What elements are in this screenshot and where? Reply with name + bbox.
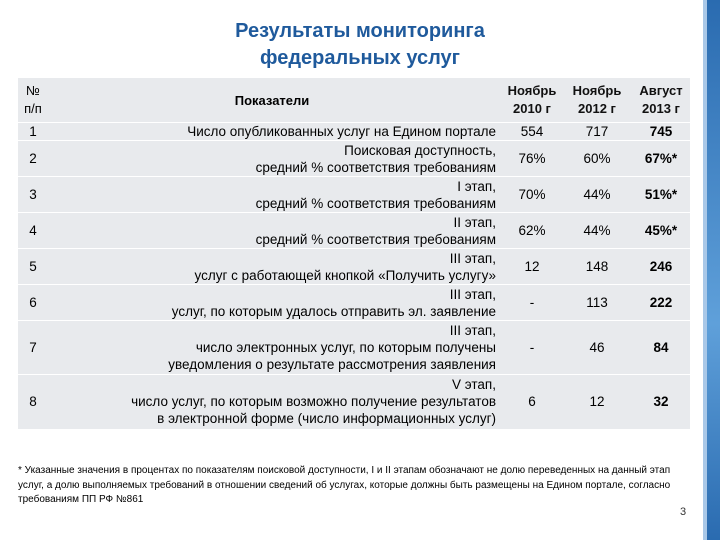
table-row — [18, 141, 690, 177]
row-indicator-line2: средний % соответствия требованиям — [255, 159, 496, 175]
page-title — [150, 18, 570, 72]
row-value-2013: 67%* — [632, 141, 690, 177]
row-indicator-line2: услуг с работающей кнопкой «Получить услугу» — [194, 267, 496, 283]
row-indicator — [48, 285, 502, 321]
row-indicator-line3: в электронной форме (число информационных услуг) — [157, 411, 496, 427]
table-row — [18, 249, 690, 285]
footnote: * Указанные значения в процентах по показателям поисковой доступности, I и II этапам обозначают не долю переведенных на данный этап услуг, а долю выполняемых требований в отношении сведений об услугах, которые должны быть размещены на Едином портале, согласно требованиям ПП РФ №861 — [18, 465, 671, 505]
row-num: 6 — [18, 285, 48, 321]
row-value-2013: 745 — [632, 123, 690, 141]
row-indicator — [48, 177, 502, 213]
row-indicator-line3: уведомления о результате рассмотрения заявления — [168, 357, 496, 372]
row-value-2010: 12 — [502, 249, 562, 285]
row-indicator — [48, 249, 502, 285]
table-row — [18, 177, 690, 213]
row-value-2012: 148 — [562, 249, 632, 285]
header-indicator: Показатели — [234, 92, 310, 108]
row-value-2010: 62% — [502, 213, 562, 249]
row-value-2010: - — [502, 321, 562, 375]
header-col-nov-2010 — [502, 78, 562, 123]
row-indicator-line1: Число опубликованных услуг на Едином портале — [187, 124, 496, 139]
row-num: 2 — [18, 141, 48, 177]
row-indicator-line1: I этап, — [457, 178, 496, 194]
title-line-2: федеральных услуг — [260, 47, 460, 69]
row-value-2010: - — [502, 285, 562, 321]
row-indicator-line2: услуг, по которым удалось отправить эл. заявление — [171, 303, 496, 319]
header-col2-line2: 2012 г — [578, 101, 616, 116]
row-value-2013: 45%* — [632, 213, 690, 249]
table-row — [18, 321, 690, 375]
row-num: 3 — [18, 177, 48, 213]
decorative-sidebar — [703, 0, 720, 540]
row-indicator-line1: II этап, — [453, 214, 496, 230]
row-value-2010: 70% — [502, 177, 562, 213]
row-value-2013: 222 — [632, 285, 690, 321]
row-value-2013: 51%* — [632, 177, 690, 213]
row-indicator-line2: средний % соответствия требованиям — [255, 231, 496, 247]
row-indicator-line1: Поисковая доступность, — [344, 142, 496, 158]
header-col-aug-2013 — [632, 78, 690, 123]
row-indicator — [48, 141, 502, 177]
title-line-1: Результаты мониторинга — [235, 20, 485, 42]
row-value-2012: 44% — [562, 177, 632, 213]
table-row — [18, 213, 690, 249]
row-num: 1 — [18, 123, 48, 141]
row-indicator-line1: III этап, — [449, 250, 496, 266]
row-value-2012: 113 — [562, 285, 632, 321]
row-value-2012: 717 — [562, 123, 632, 141]
header-col1-line1: Ноябрь — [507, 83, 557, 98]
row-indicator — [48, 375, 502, 429]
row-num: 5 — [18, 249, 48, 285]
row-indicator-line2: средний % соответствия требованиям — [255, 195, 496, 211]
row-value-2012: 12 — [562, 375, 632, 429]
row-indicator — [48, 213, 502, 249]
row-value-2013: 84 — [632, 321, 690, 375]
header-num-line1: № — [26, 83, 40, 98]
table-row — [18, 375, 690, 429]
header-col3-line2: 2013 г — [642, 101, 680, 116]
row-value-2012: 60% — [562, 141, 632, 177]
row-num: 7 — [18, 321, 48, 375]
row-value-2013: 246 — [632, 249, 690, 285]
row-num: 8 — [18, 375, 48, 429]
header-num — [18, 78, 48, 123]
header-col3-line1: Август — [639, 83, 683, 98]
row-value-2012: 46 — [562, 321, 632, 375]
row-indicator-line1: III этап, — [449, 286, 496, 302]
table-row — [18, 123, 690, 141]
header-col-nov-2012 — [562, 78, 632, 123]
monitoring-table — [18, 78, 690, 429]
row-indicator-line1: V этап, — [452, 377, 496, 393]
header-col1-line2: 2010 г — [513, 101, 551, 116]
row-value-2010: 6 — [502, 375, 562, 429]
row-indicator-line2: число услуг, по которым возможно получение результатов — [131, 394, 496, 410]
row-indicator — [48, 123, 502, 141]
page-number: 3 — [680, 506, 687, 518]
row-indicator — [48, 321, 502, 375]
row-indicator-line2: число электронных услуг, по которым получены — [195, 340, 496, 355]
header-col2-line1: Ноябрь — [572, 83, 622, 98]
row-num: 4 — [18, 213, 48, 249]
row-value-2010: 554 — [502, 123, 562, 141]
row-indicator-line1: III этап, — [449, 323, 496, 338]
row-value-2013: 32 — [632, 375, 690, 429]
table-row — [18, 285, 690, 321]
table-header-row — [18, 78, 690, 123]
header-num-line2: п/п — [24, 101, 42, 116]
row-value-2010: 76% — [502, 141, 562, 177]
row-value-2012: 44% — [562, 213, 632, 249]
